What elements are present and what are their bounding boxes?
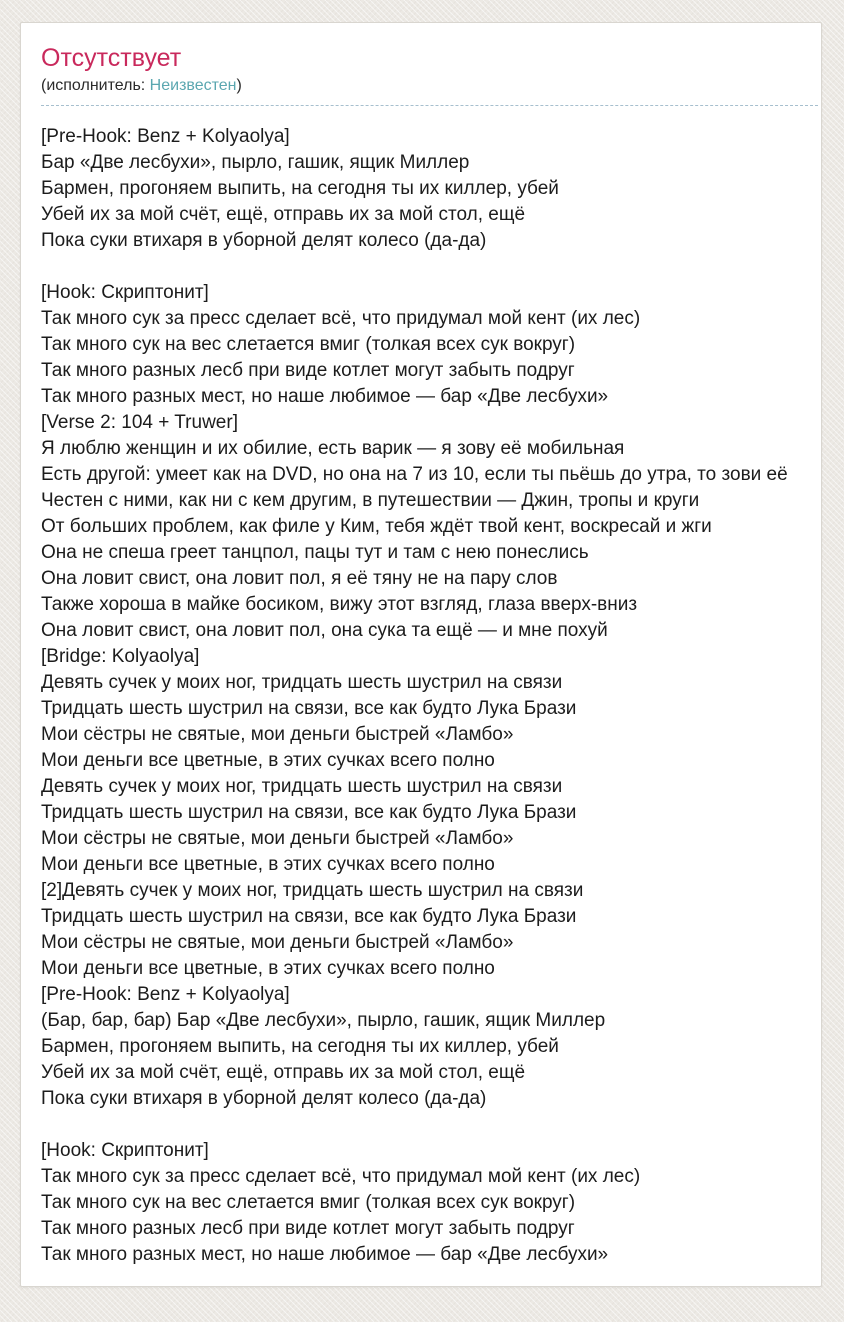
lyric-line: Девять сучек у моих ног, тридцать шесть шустрил на связи [41,776,563,797]
lyric-line: [Hook: Скриптонит] [41,1140,209,1161]
lyric-line: Я люблю женщин и их обилие, есть варик — я зову её мобильная [41,438,625,459]
lyric-line: Так много разных лесб при виде котлет могут забыть подруг [41,360,575,381]
lyric-line: Есть другой: умеет как на DVD, но она на 7 из 10, если ты пьёшь до утра, то зови её [41,464,788,485]
lyric-line: Мои сёстры не святые, мои деньги быстрей «Ламбо» [41,828,514,849]
artist-label: (исполнитель: [41,77,150,94]
lyric-line: [Bridge: Kolyaolya] [41,646,200,667]
lyric-line: Честен с ними, как ни с кем другим, в путешествии — Джин, тропы и круги [41,490,700,511]
lyric-line [41,1112,818,1138]
lyric-line: [Pre-Hook: Benz + Kolyaolya] [41,126,290,147]
lyric-line: Бармен, прогоняем выпить, на сегодня ты их киллер, убей [41,1036,559,1057]
lyric-line: Мои сёстры не святые, мои деньги быстрей «Ламбо» [41,724,514,745]
lyric-line: Пока суки втихаря в уборной делят колесо (да-да) [41,230,487,251]
lyric-line: Бар «Две лесбухи», пырло, гашик, ящик Миллер [41,152,470,173]
lyrics-card [20,22,822,1287]
lyric-line: Также хороша в майке босиком, вижу этот взгляд, глаза вверх-вниз [41,594,638,615]
lyric-line: Так много сук за пресс сделает всё, что придумал мой кент (их лес) [41,308,641,329]
page-title: Отсутствует [41,44,182,72]
lyric-line: Так много сук на вес слетается вмиг (толкая всех сук вокруг) [41,334,576,355]
lyric-line: Тридцать шесть шустрил на связи, все как будто Лука Брази [41,906,577,927]
lyric-line: Бармен, прогоняем выпить, на сегодня ты их киллер, убей [41,178,559,199]
lyrics-block [41,124,818,1268]
page-header [41,35,818,106]
artist-line [41,76,818,96]
lyric-line: Так много разных мест, но наше любимое — бар «Две лесбухи» [41,386,609,407]
lyric-line: Так много сук за пресс сделает всё, что придумал мой кент (их лес) [41,1166,641,1187]
lyric-line: [Hook: Скриптонит] [41,282,209,303]
lyric-line: Так много сук на вес слетается вмиг (толкая всех сук вокруг) [41,1192,576,1213]
lyric-line [41,254,818,280]
artist-suffix: ) [236,77,242,94]
lyric-line: Мои деньги все цветные, в этих сучках всего полно [41,958,495,979]
lyric-line: Мои деньги все цветные, в этих сучках всего полно [41,750,495,771]
lyric-line: [2]Девять сучек у моих ног, тридцать шесть шустрил на связи [41,880,584,901]
lyric-line: Так много разных мест, но наше любимое — бар «Две лесбухи» [41,1244,609,1265]
lyric-line: Она ловит свист, она ловит пол, она сука та ещё — и мне похуй [41,620,608,641]
lyric-line: Мои деньги все цветные, в этих сучках всего полно [41,854,495,875]
lyric-line: Тридцать шесть шустрил на связи, все как будто Лука Брази [41,802,577,823]
lyric-line: Пока суки втихаря в уборной делят колесо (да-да) [41,1088,487,1109]
lyric-line: Девять сучек у моих ног, тридцать шесть шустрил на связи [41,672,563,693]
lyric-line: [Pre-Hook: Benz + Kolyaolya] [41,984,290,1005]
lyric-line: Так много разных лесб при виде котлет могут забыть подруг [41,1218,575,1239]
lyric-line: Она не спеша греет танцпол, пацы тут и там с нею понеслись [41,542,589,563]
lyric-line: Мои сёстры не святые, мои деньги быстрей «Ламбо» [41,932,514,953]
lyric-line: Она ловит свист, она ловит пол, я её тяну не на пару слов [41,568,558,589]
lyric-line: Тридцать шесть шустрил на связи, все как будто Лука Брази [41,698,577,719]
lyric-line: [Verse 2: 104 + Truwer] [41,412,238,433]
lyric-line: Убей их за мой счёт, ещё, отправь их за мой стол, ещё [41,204,526,225]
lyric-line: Убей их за мой счёт, ещё, отправь их за мой стол, ещё [41,1062,526,1083]
lyric-line: (Бар, бар, бар) Бар «Две лесбухи», пырло, гашик, ящик Миллер [41,1010,606,1031]
artist-link[interactable]: Неизвестен [149,77,237,94]
lyric-line: От больших проблем, как филе у Ким, тебя ждёт твой кент, воскресай и жги [41,516,712,537]
